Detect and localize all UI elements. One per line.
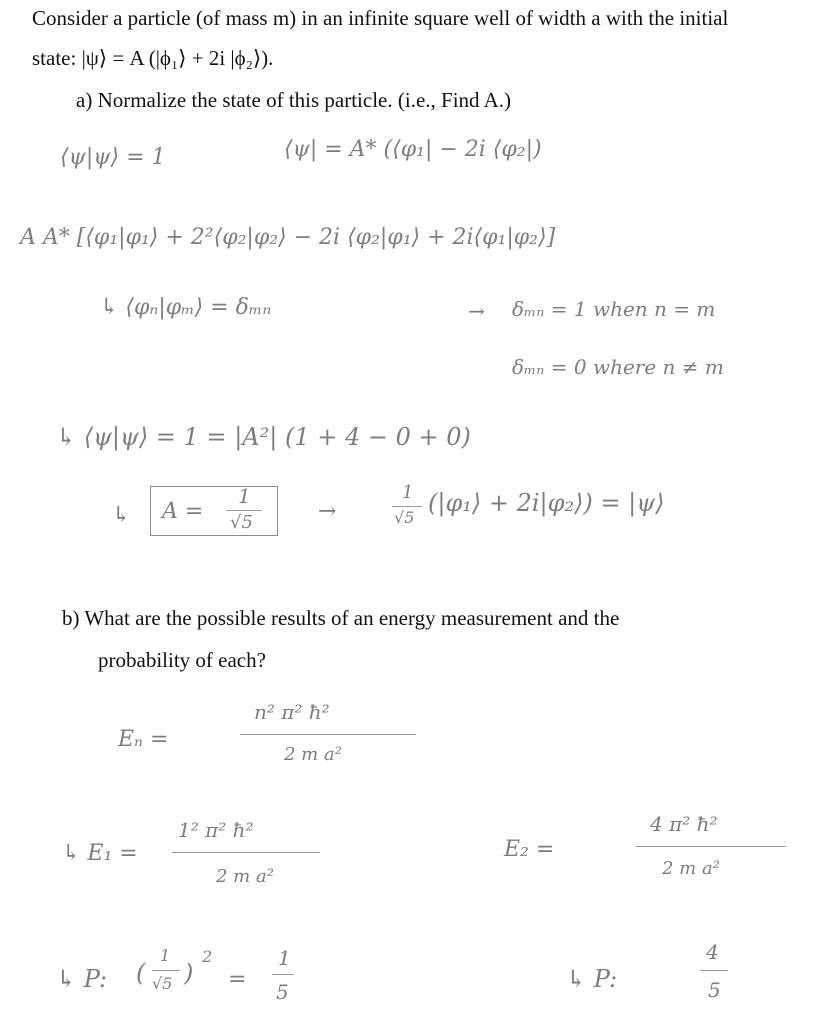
p1-lhs: ↳ P: — [56, 965, 108, 993]
energy-formula-numerator: n² π² ħ² — [254, 700, 330, 724]
e1-lhs: ↳ E₁ = — [62, 841, 138, 866]
normalization-result: ↳ ⟨ψ|ψ⟩ = 1 = |A²| (1 + 4 − 0 + 0) — [56, 423, 471, 451]
kronecker-delta-equal: δₘₙ = 1 when n = m — [512, 297, 716, 321]
bra-psi: ⟨ψ| = A* (⟨φ₁| − 2i ⟨φ₂|) — [284, 137, 542, 162]
p1-denominator: 5 — [276, 980, 289, 1004]
a-result-arrow: ↳ — [112, 503, 131, 528]
p1-numerator: 1 — [278, 946, 291, 970]
e2-lhs: E₂ = — [504, 837, 555, 862]
p1-fraction-bar — [272, 974, 294, 975]
p1-open-paren: ( — [136, 959, 146, 987]
a-value-denominator: √5 — [230, 512, 253, 533]
part-b-question-line-1: b) What are the possible results of an energy measurement and the — [62, 606, 620, 630]
state-arrow: → — [318, 499, 337, 524]
problem-statement-line-1: Consider a particle (of mass m) in an infinite square well of width a with the initial — [32, 6, 729, 30]
part-b-question-line-2: probability of each? — [98, 648, 266, 672]
p1-paren-numerator: 1 — [160, 946, 171, 965]
energy-formula-denominator: 2 m a² — [284, 744, 342, 765]
p1-exponent: 2 — [202, 947, 213, 966]
a-value-numerator: 1 — [238, 484, 251, 508]
p2-lhs: ↳ P: — [566, 965, 618, 993]
part-a-question: a) Normalize the state of this particle. (i.e., Find A.) — [76, 88, 512, 112]
orthonormality: ↳ ⟨φₙ|φₘ⟩ = δₘₙ — [100, 295, 272, 320]
expansion-equation: A A* [⟨φ₁|φ₁⟩ + 2²⟨φ₂|φ₂⟩ − 2i ⟨φ₂|φ₁⟩ + 2i⟨φ₁|φ₂⟩] — [20, 225, 556, 250]
state-numerator: 1 — [402, 482, 414, 503]
p1-equals: = — [228, 967, 247, 992]
normalization-condition: ⟨ψ|ψ⟩ = 1 — [60, 145, 166, 170]
kronecker-delta-zero: δₘₙ = 0 where n ≠ m — [512, 355, 724, 379]
e1-denominator: 2 m a² — [216, 866, 274, 887]
state-fraction-bar — [392, 506, 422, 507]
p1-close-paren: ) — [184, 959, 194, 987]
p1-paren-bar — [152, 970, 180, 971]
e1-fraction-bar — [172, 852, 320, 853]
energy-formula-bar — [240, 734, 416, 735]
energy-formula-lhs: Eₙ = — [118, 727, 169, 752]
normalized-state: (|φ₁⟩ + 2i|φ₂⟩) = |ψ⟩ — [428, 489, 665, 517]
delta-arrow: → — [468, 299, 485, 323]
boxed-a-label: A = — [162, 499, 204, 524]
e1-numerator: 1² π² ħ² — [178, 818, 254, 842]
p2-fraction-bar — [700, 970, 728, 971]
p1-paren-denominator: √5 — [152, 974, 173, 993]
e2-fraction-bar — [636, 846, 786, 847]
p2-numerator: 4 — [706, 940, 719, 964]
state-denominator: √5 — [394, 508, 415, 527]
a-fraction-bar — [226, 510, 262, 511]
e2-numerator: 4 π² ħ² — [650, 812, 718, 836]
p2-denominator: 5 — [708, 978, 721, 1002]
e2-denominator: 2 m a² — [662, 858, 720, 879]
problem-statement-line-2: state: |ψ⟩ = A (|ϕ₁⟩ + 2i |ϕ₂⟩). — [32, 46, 274, 70]
